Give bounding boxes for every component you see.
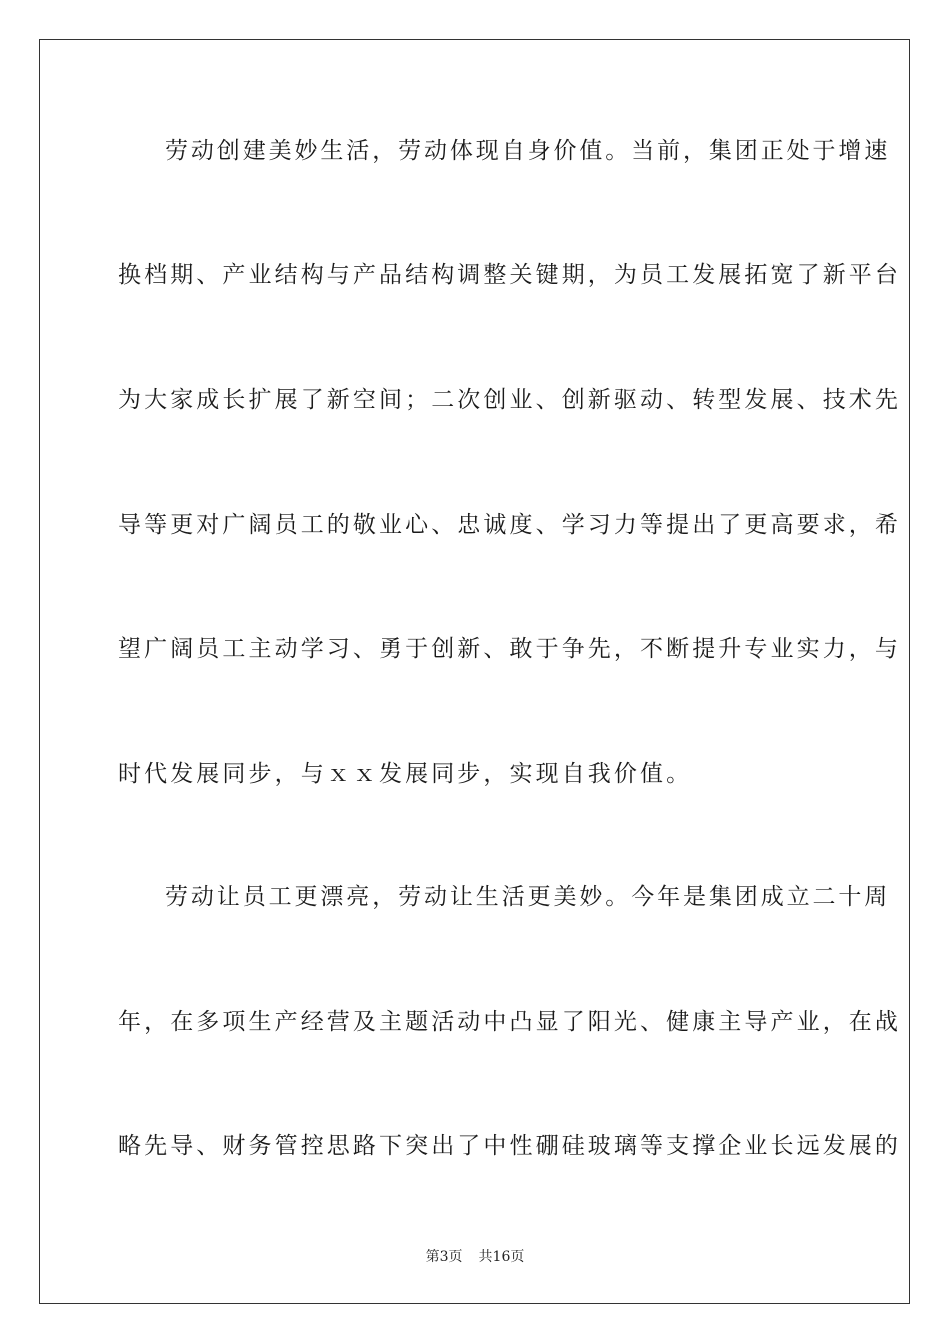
- paragraph-1-line-6: 时代发展同步，与ｘｘ发展同步，实现自我价值。: [118, 761, 693, 787]
- paragraph-1-line-5: 望广阔员工主动学习、勇于创新、敢于争先，不断提升专业实力，与: [118, 636, 901, 662]
- page-number: 第3页: [425, 1249, 463, 1265]
- paragraph-2-line-2: 年，在多项生产经营及主题活动中凸显了阳光、健康主导产业，在战: [118, 1009, 901, 1035]
- paragraph-1-line-1: 劳动创建美妙生活，劳动体现自身价值。当前，集团正处于增速: [165, 138, 891, 164]
- paragraph-1-line-2: 换档期、产业结构与产品结构调整关键期，为员工发展拓宽了新平台: [118, 262, 901, 288]
- total-pages: 共16页: [478, 1249, 525, 1265]
- paragraph-2-line-1: 劳动让员工更漂亮，劳动让生活更美妙。今年是集团成立二十周: [165, 884, 891, 910]
- page-border: [39, 39, 910, 1304]
- page-footer: [0, 1248, 950, 1266]
- paragraph-2-line-3: 略先导、财务管控思路下突出了中性硼硅玻璃等支撑企业长远发展的: [118, 1133, 901, 1159]
- paragraph-1-line-3: 为大家成长扩展了新空间；二次创业、创新驱动、转型发展、技术先: [118, 387, 901, 413]
- paragraph-1-line-4: 导等更对广阔员工的敬业心、忠诚度、学习力等提出了更高要求，希: [118, 512, 901, 538]
